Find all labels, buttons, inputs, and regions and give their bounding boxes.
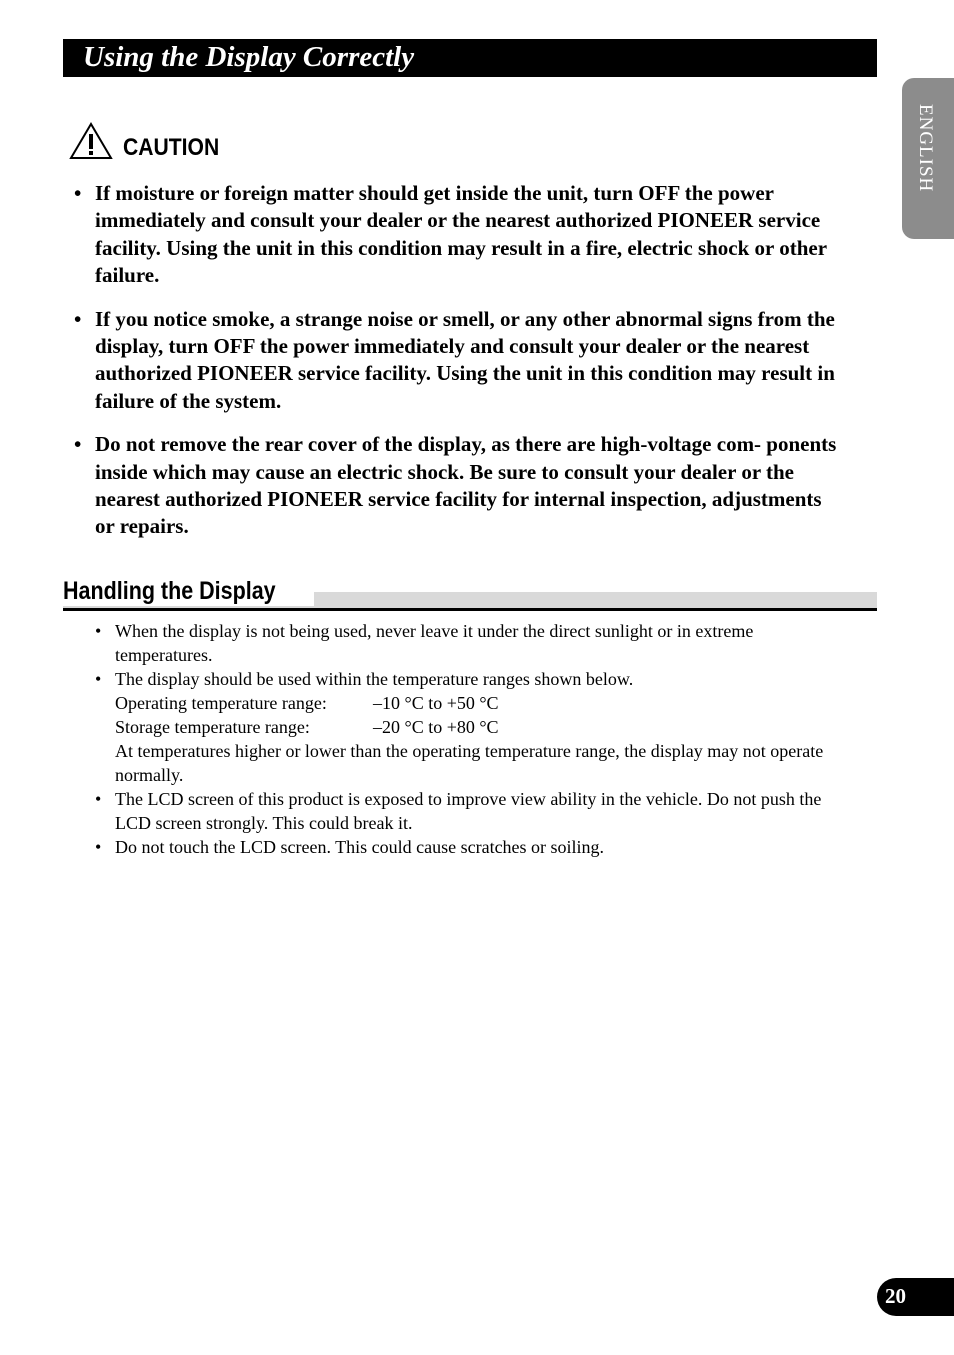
- language-tab: [902, 78, 954, 239]
- bullet: •: [74, 306, 82, 331]
- language-label: ENGLISH: [915, 104, 936, 193]
- handling-item: [95, 667, 855, 787]
- bullet: •: [95, 789, 102, 809]
- temperature-note: At temperatures higher or lower than the operating temperature range, the display may not operate normally.: [115, 741, 824, 785]
- handling-section-header: [63, 576, 877, 612]
- storage-temp-value: –20 °C to +80 °C: [373, 717, 499, 737]
- caution-item: [74, 431, 844, 540]
- caution-item-text: If you notice smoke, a strange noise or smell, or any other abnormal signs from the display, turn OFF the power immediately and consult your dealer or the nearest authorized PIONEER service facility. Using the unit in this condition may result in failure of the system.: [95, 306, 835, 413]
- warning-triangle-icon: [69, 122, 113, 160]
- page-number: 20: [885, 1284, 906, 1308]
- caution-item-text: Do not remove the rear cover of the display, as there are high-voltage com- ponents inside which may cause an electric shock. Be sure to consult your dealer or the nearest authorized PIONEER service facility for internal inspection, adjustments or repairs.: [95, 432, 837, 539]
- operating-temp-value: –10 °C to +50 °C: [373, 693, 499, 713]
- page-title: Using the Display Correctly: [83, 41, 415, 73]
- bullet: •: [74, 181, 82, 205]
- operating-temp-row: [115, 691, 855, 715]
- handling-item-text: The LCD screen of this product is exposed to improve view ability in the vehicle. Do not push the LCD screen strongly. This could break it.: [115, 789, 822, 833]
- caution-header: [69, 120, 232, 160]
- handling-item-text: Do not touch the LCD screen. This could cause scratches or soiling.: [115, 837, 605, 857]
- page-number-tab: [877, 1278, 954, 1316]
- caution-item: [74, 180, 844, 289]
- caution-list: [74, 180, 844, 557]
- caution-label: CAUTION: [123, 134, 220, 161]
- bullet: •: [95, 669, 102, 689]
- caution-item-text: If moisture or foreign matter should get inside the unit, turn OFF the power immediately and consult your dealer or the nearest authorized PIONEER service facility. Using the unit in this condition may result in a fire, electric shock or other failure.: [95, 181, 827, 287]
- caution-item: [74, 306, 844, 415]
- bullet: •: [74, 432, 82, 457]
- bullet: •: [95, 837, 102, 857]
- bullet: •: [95, 621, 102, 641]
- handling-item: [95, 787, 855, 835]
- storage-temp-label: Storage temperature range:: [115, 717, 310, 737]
- section-heading-text: Handling the Display: [63, 577, 276, 605]
- section-title-bar: [63, 39, 877, 77]
- handling-item: [95, 619, 855, 667]
- handling-list: [95, 619, 855, 859]
- storage-temp-row: [115, 715, 855, 739]
- handling-item: [95, 835, 855, 859]
- handling-item-text: The display should be used within the temperature ranges shown below.: [115, 669, 634, 689]
- handling-item-text: When the display is not being used, never leave it under the direct sunlight or in extreme temperatures.: [115, 621, 754, 665]
- operating-temp-label: Operating temperature range:: [115, 693, 327, 713]
- section-heading: [63, 576, 314, 606]
- heading-underline: [63, 608, 877, 611]
